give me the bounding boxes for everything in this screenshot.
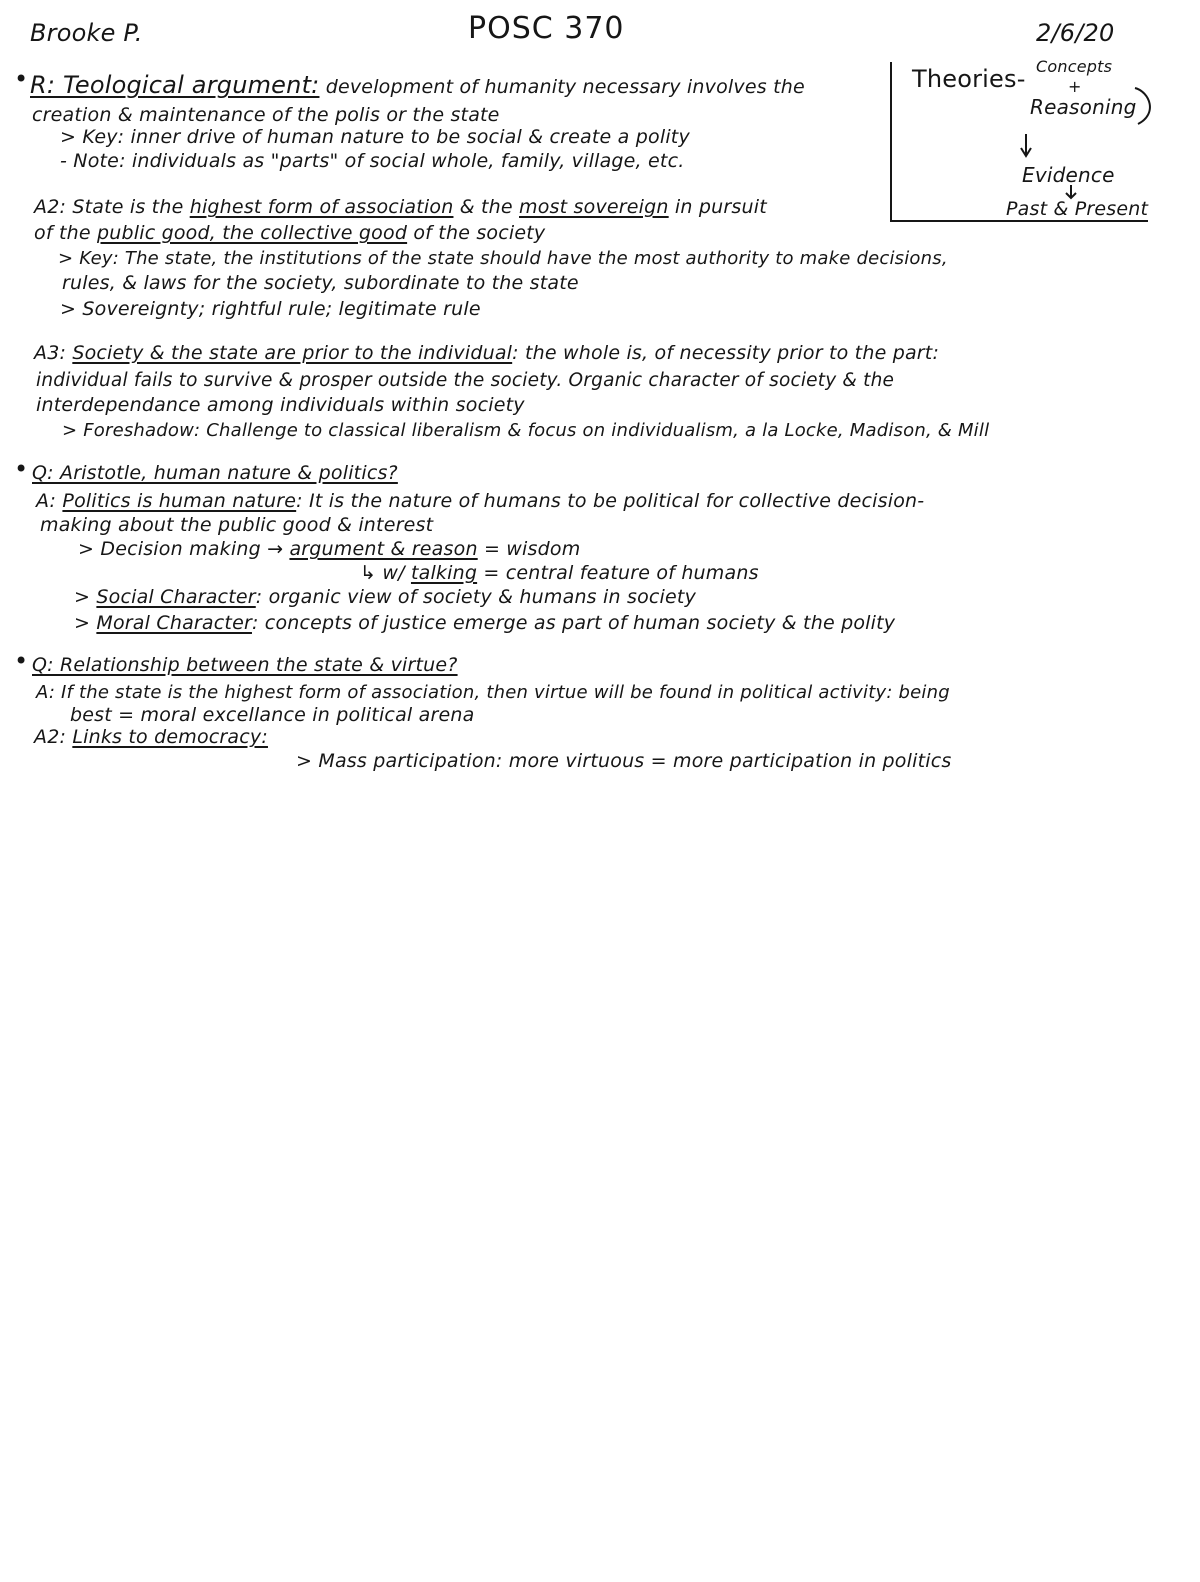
section2-question: Q: Aristotle, human nature & politics?: [32, 462, 398, 484]
highest-form-text: highest form of association: [189, 196, 454, 218]
section2-bullet: •: [14, 455, 29, 483]
section1-line1: [30, 71, 805, 99]
section1-bullet: •: [14, 65, 29, 93]
society-prior-text: Society & the state are prior to the individual: [72, 342, 513, 364]
links-to-democracy-text: Links to democracy:: [72, 726, 268, 748]
social-character-line: [74, 586, 696, 608]
a2-sovereignty: > Sovereignty; rightful rule; legitimate rule: [60, 298, 481, 320]
section3-answer-line2: best = moral excellance in political arena: [70, 704, 475, 726]
a3-line3: interdependance among individuals within society: [36, 394, 525, 416]
a2-mid: & the: [453, 196, 519, 218]
note-date: 2/6/20: [1036, 19, 1115, 47]
section3-a2: [34, 726, 268, 748]
social-character-text: Social Character: [96, 586, 256, 608]
a3-foreshadow: > Foreshadow: Challenge to classical liberalism & focus on individualism, a la Locke, Madison, & Mill: [62, 420, 990, 441]
talking-line: [360, 562, 759, 584]
theories-plus: +: [1068, 77, 1082, 96]
decision-prefix: > Decision making →: [78, 538, 290, 560]
a2-end: in pursuit: [668, 196, 767, 218]
a3-line2: individual fails to survive & prosper outside the society. Organic character of society & the: [36, 370, 895, 391]
social-rest: : organic view of society & humans in society: [255, 586, 697, 608]
politics-human-nature-text: Politics is human nature: [62, 490, 297, 512]
section1-line2: creation & maintenance of the polis or the state: [32, 104, 500, 126]
theories-concepts: Concepts: [1036, 57, 1113, 76]
author-name: Brooke P.: [30, 19, 143, 47]
section3-a2-prefix: A2:: [34, 726, 73, 748]
social-prefix: >: [74, 586, 97, 608]
decision-making-line: [78, 538, 580, 560]
a2-line1: [34, 196, 767, 218]
talking-text: talking: [410, 562, 478, 584]
section2-answer-line2: making about the public good & interest: [40, 514, 434, 536]
theories-title: Theories-: [912, 65, 1026, 93]
section3-question: Q: Relationship between the state & virtue?: [32, 654, 458, 676]
section1-key: > Key: inner drive of human nature to be social & create a polity: [60, 126, 690, 148]
section3-answer: A: If the state is the highest form of association, then virtue will be found in political activity: being: [36, 682, 950, 703]
section2-a-rest: : It is the nature of humans to be political for collective decision-: [296, 490, 925, 512]
a2-key: > Key: The state, the institutions of the state should have the most authority to make decisions,: [58, 248, 948, 269]
a2-prefix: A2: State is the: [34, 196, 190, 218]
a3-prefix: A3:: [34, 342, 73, 364]
theories-past-present: Past & Present: [1006, 198, 1149, 220]
section1-note: - Note: individuals as "parts" of social whole, family, village, etc.: [60, 150, 685, 172]
section2-answer-line1: [36, 490, 924, 512]
moral-prefix: >: [74, 612, 97, 634]
a2-key-line2: rules, & laws for the society, subordinate to the state: [62, 272, 579, 294]
public-good-text: public good, the collective good: [96, 222, 408, 244]
talking-prefix: ↳ w/: [360, 562, 411, 584]
a2-line2-prefix: of the: [34, 222, 97, 244]
teological-argument-label: R: Teological argument:: [30, 71, 320, 99]
a3-rest: : the whole is, of necessity prior to the part:: [512, 342, 940, 364]
theories-evidence: Evidence: [1022, 163, 1115, 187]
most-sovereign-text: most sovereign: [519, 196, 669, 218]
moral-rest: : concepts of justice emerge as part of human society & the polity: [251, 612, 896, 634]
theories-reasoning: Reasoning: [1030, 95, 1137, 119]
theories-box-left-border: [890, 62, 892, 222]
section2-a-prefix: A:: [36, 490, 63, 512]
theories-box-bottom-border: [890, 220, 1148, 222]
decision-rest: = wisdom: [477, 538, 581, 560]
mass-participation-line: > Mass participation: more virtuous = more participation in politics: [296, 750, 952, 772]
section3-bullet: •: [14, 647, 29, 675]
argument-reason-text: argument & reason: [289, 538, 478, 560]
a2-line2: [34, 222, 545, 244]
a2-line2-end: of the society: [407, 222, 546, 244]
moral-character-text: Moral Character: [96, 612, 252, 634]
moral-character-line: [74, 612, 895, 634]
course-code: POSC 370: [468, 11, 625, 46]
talking-rest: = central feature of humans: [477, 562, 759, 584]
section1-line1-rest: development of humanity necessary involves the: [319, 76, 805, 98]
reasoning-loop-arrow-icon: [1020, 84, 1160, 174]
a3-line1: [34, 342, 939, 364]
